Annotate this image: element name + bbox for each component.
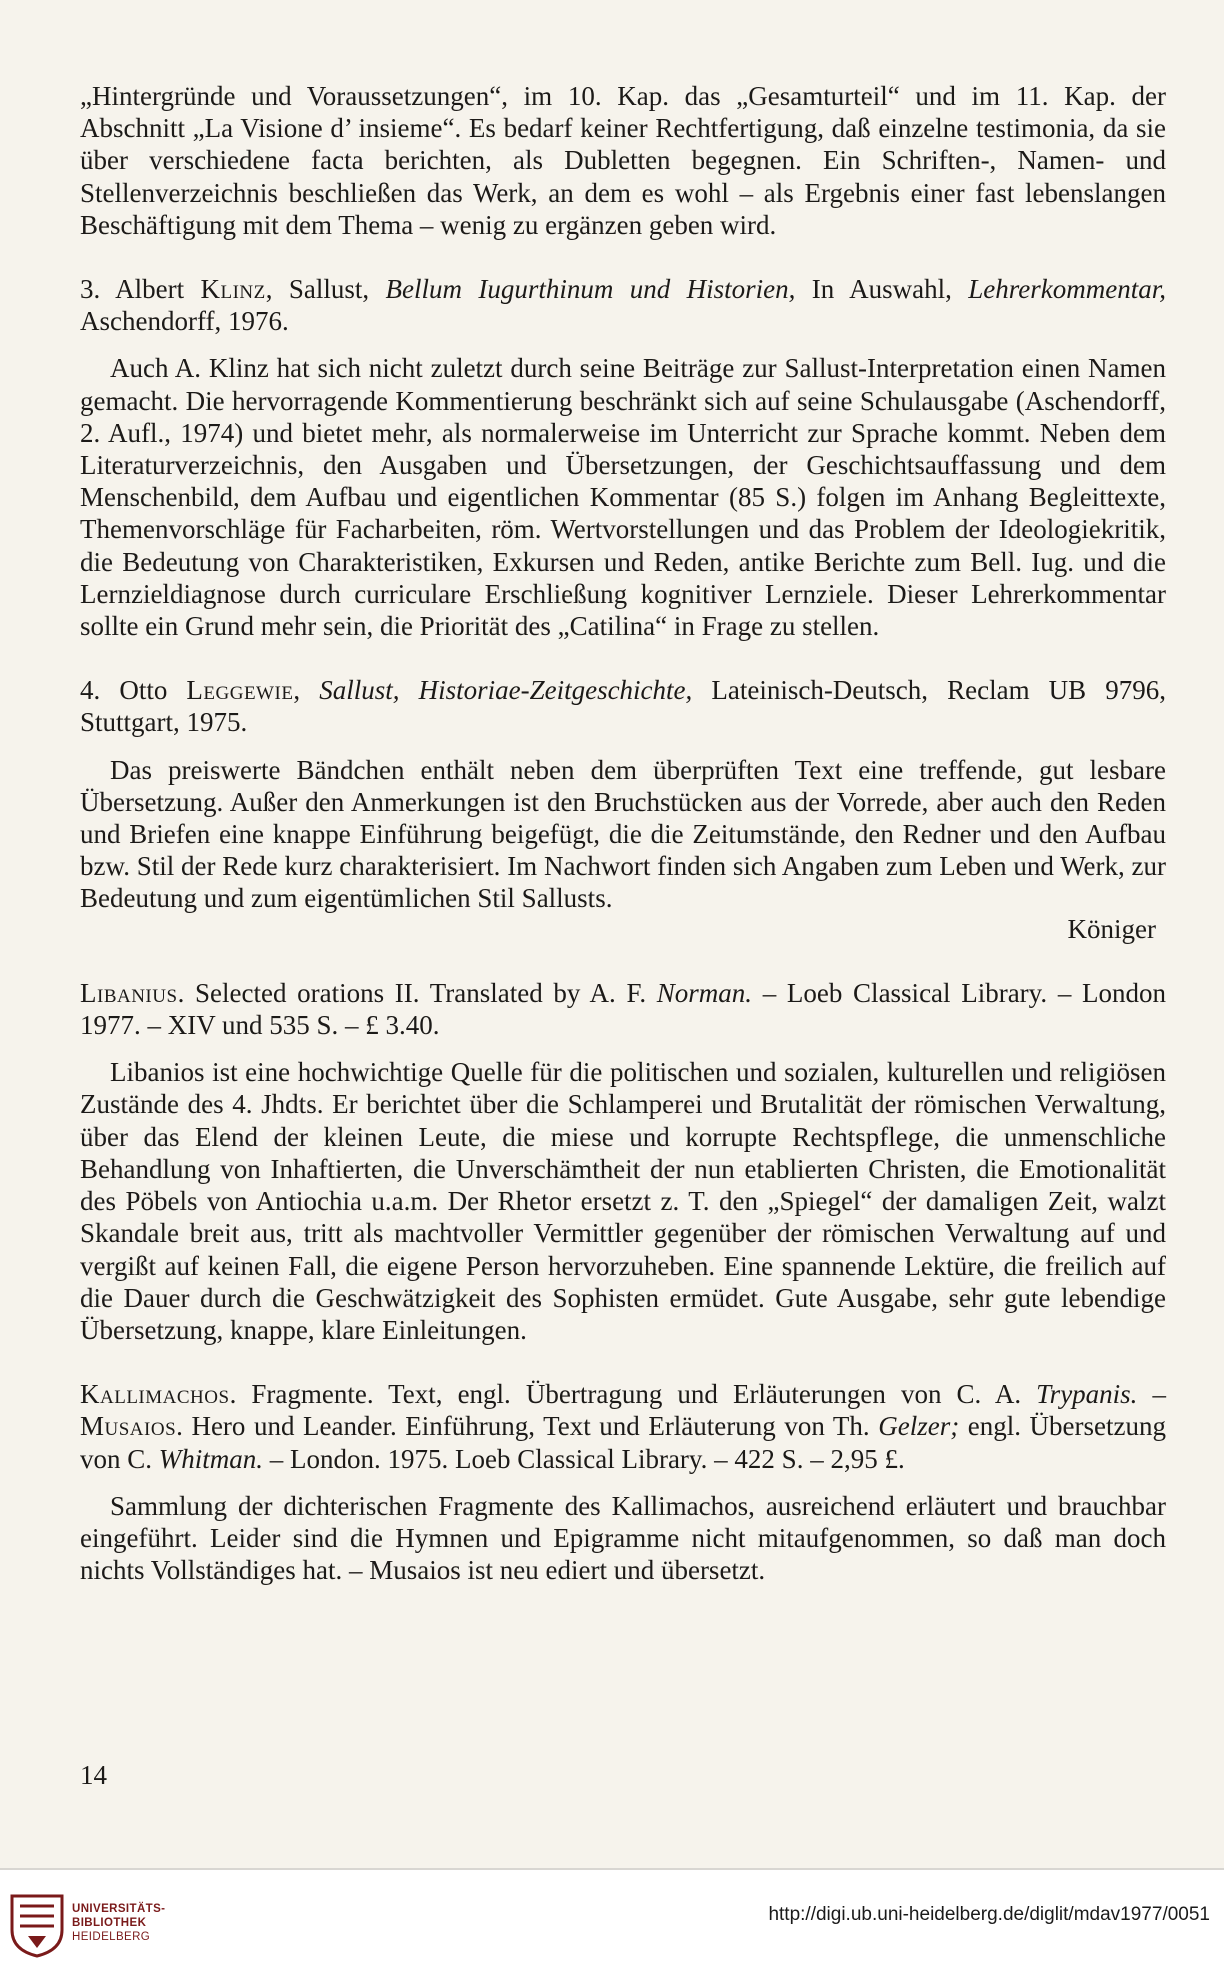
review-paragraph-3: Auch A. Klinz hat sich nicht zuletzt durch seine Beiträge zur Sallust-Interpretation einen Namen gemacht. Die hervorragende Kommentierung beschränkt sich auf seine Schulausgabe (Aschendorff, 2. Aufl., 1974) und bietet mehr, als normalerweise im Unterricht zur Sprache kommt. Neben dem Literaturverzeichnis, den Ausgaben und Übersetzungen, der Geschichtsauffassung und dem Menschenbild, dem Aufbau und eigentlichen Kommentar (85 S.) folgen im Anhang Begleittexte, Themenvorschläge für Facharbeiten, röm. Wertvorstellungen und das Problem der Ideologiekritik, die Bedeutung von Charakteristiken, Exkursen und Reden, antike Berichte zum Bell. Iug. und die Lernzieldiagnose durch curriculare Erschließung kognitiver Lernziele. Dieser Lehrerkommentar sollte ein Grund mehr sein, die Priorität des „Catilina“ in Frage zu stellen. <box>80 353 1166 642</box>
entry-prefix: 3. Albert <box>80 274 201 305</box>
reviewer-signature: Königer <box>1067 913 1156 944</box>
entry-publisher: Lateinisch-Deutsch, Reclam UB 9796, Stuttgart, 1975. <box>80 675 1166 738</box>
source-url-link[interactable]: http://digi.ub.uni-heidelberg.de/diglit/mdav1977/0051 <box>768 1904 1210 1925</box>
entry-author: Musaios <box>80 1411 177 1442</box>
entry-editor: Trypanis. <box>1036 1379 1138 1410</box>
page-body <box>80 80 1166 1586</box>
entry-text: , <box>293 675 320 706</box>
entry-editor: Whitman. <box>158 1443 264 1474</box>
entry-text: . Hero und Leander. Einführung, Text und Erläuterung von Th. <box>176 1411 879 1442</box>
entry-title: Bellum Iugurthinum und Historien, <box>385 274 796 305</box>
bibliography-entry-4 <box>80 674 1166 738</box>
logo-line-2: BIBLIOTHEK <box>72 1917 147 1929</box>
intro-paragraph: „Hintergründe und Voraussetzungen“, im 10. Kap. das „Gesamturteil“ und im 11. Kap. der Abschnitt „La Visione d’ insieme“. Es bedarf keiner Rechtfertigung, daß einzelne testimonia, da sie über verschiedene facta berichten, als Dubletten begegnen. Ein Schriften-, Namen- und Stellenverzeichnis beschließen das Werk, an dem es wohl – als Ergebnis einer fast lebenslangen Beschäftigung mit dem Thema – wenig zu ergänzen geben wird. <box>80 81 1166 240</box>
bibliography-entry-6 <box>80 1378 1166 1475</box>
entry-text: , Sallust, <box>265 274 386 305</box>
review-paragraph-4: Das preiswerte Bändchen enthält neben dem überprüften Text eine treffende, gut lesbare Übersetzung. Außer den Anmerkungen ist den Bruchstücken aus der Vorrede, aber auch den Reden und Briefen eine knappe Einführung beigefügt, die die Zeitumstände, den Redner und den Aufbau bzw. Stil der Rede kurz charakterisiert. Im Nachwort finden sich Angaben zum Leben und Werk, zur Bedeutung und zum eigentümlichen Stil Sallusts. <box>80 754 1166 914</box>
entry-publisher: Aschendorff, 1976. <box>80 306 289 337</box>
library-seal-icon <box>8 1890 66 1958</box>
entry-editor: Gelzer; <box>878 1411 960 1442</box>
bibliography-entry-5 <box>80 977 1166 1041</box>
review-paragraph-6: Sammlung der dichterischen Fragmente des Kallimachos, ausreichend erläutert und brauchbar eingeführt. Leider sind die Hymnen und Epigramme nicht mitaufgenommen, so daß man doch nichts Vollständiges hat. – Musaios ist neu ediert und übersetzt. <box>80 1490 1166 1586</box>
entry-text: – <box>1137 1379 1167 1410</box>
entry-author: Klinz <box>200 274 266 305</box>
entry-title: Sallust, Historiae-Zeitgeschichte, <box>319 675 693 706</box>
entry-text: . Selected orations II. Translated by A. F. <box>177 977 657 1008</box>
entry-text: . Fragmente. Text, engl. Übertragung und Erläuterungen von C. A. <box>229 1379 1037 1410</box>
entry-publisher: – Loeb Classical Library. – London 1977. – XIV und 535 S. – £ 3.40. <box>80 977 1167 1041</box>
entry-publisher: – London. 1975. Loeb Classical Library. – 422 S. – 2,95 £. <box>263 1443 905 1474</box>
bibliography-entry-3 <box>80 273 1166 337</box>
entry-author: Libanius <box>80 977 178 1008</box>
page-number: 14 <box>80 1760 107 1790</box>
entry-author: Kallimachos <box>80 1379 230 1410</box>
entry-translator: Norman. <box>656 977 753 1008</box>
logo-line-3: HEIDELBERG <box>72 1931 151 1943</box>
library-logo-text <box>72 1902 165 1944</box>
review-paragraph-5: Libanios ist eine hochwichtige Quelle für die politischen und sozialen, kulturellen und religiösen Zustände des 4. Jhdts. Er berichtet über die Schlamperei und Brutalität der römischen Verwaltung, über das Elend der kleinen Leute, die miese und korrupte Rechtspflege, die unmenschliche Behandlung von Inhaftierten, die Unverschämtheit der nun etablierten Christen, die Emotionalität des Pöbels von Antiochia u.a.m. Der Rhetor ersetzt z. T. den „Spiegel“ der damaligen Zeit, walzt Skandale breit aus, tritt als machtvoller Vermittler gegenüber der römischen Verwaltung auf und vergißt auf keinen Fall, die eigene Person hervorzuheben. Eine spannende Lektüre, die freilich auf die Dauer durch die Geschwätzigkeit des Sophisten ermüdet. Gute Ausgabe, sehr gute lebendige Übersetzung, knappe, klare Einleitungen. <box>80 1057 1166 1345</box>
entry-author: Leggewie <box>186 675 294 706</box>
entry-prefix: 4. Otto <box>80 675 187 706</box>
entry-text: In Auswahl, <box>795 274 969 305</box>
logo-line-1: UNIVERSITÄTS- <box>72 1903 166 1915</box>
entry-text: engl. Übersetzung von C. <box>80 1411 1167 1474</box>
entry-subtitle: Lehrerkommentar, <box>968 274 1166 305</box>
footer-divider <box>0 1868 1224 1870</box>
